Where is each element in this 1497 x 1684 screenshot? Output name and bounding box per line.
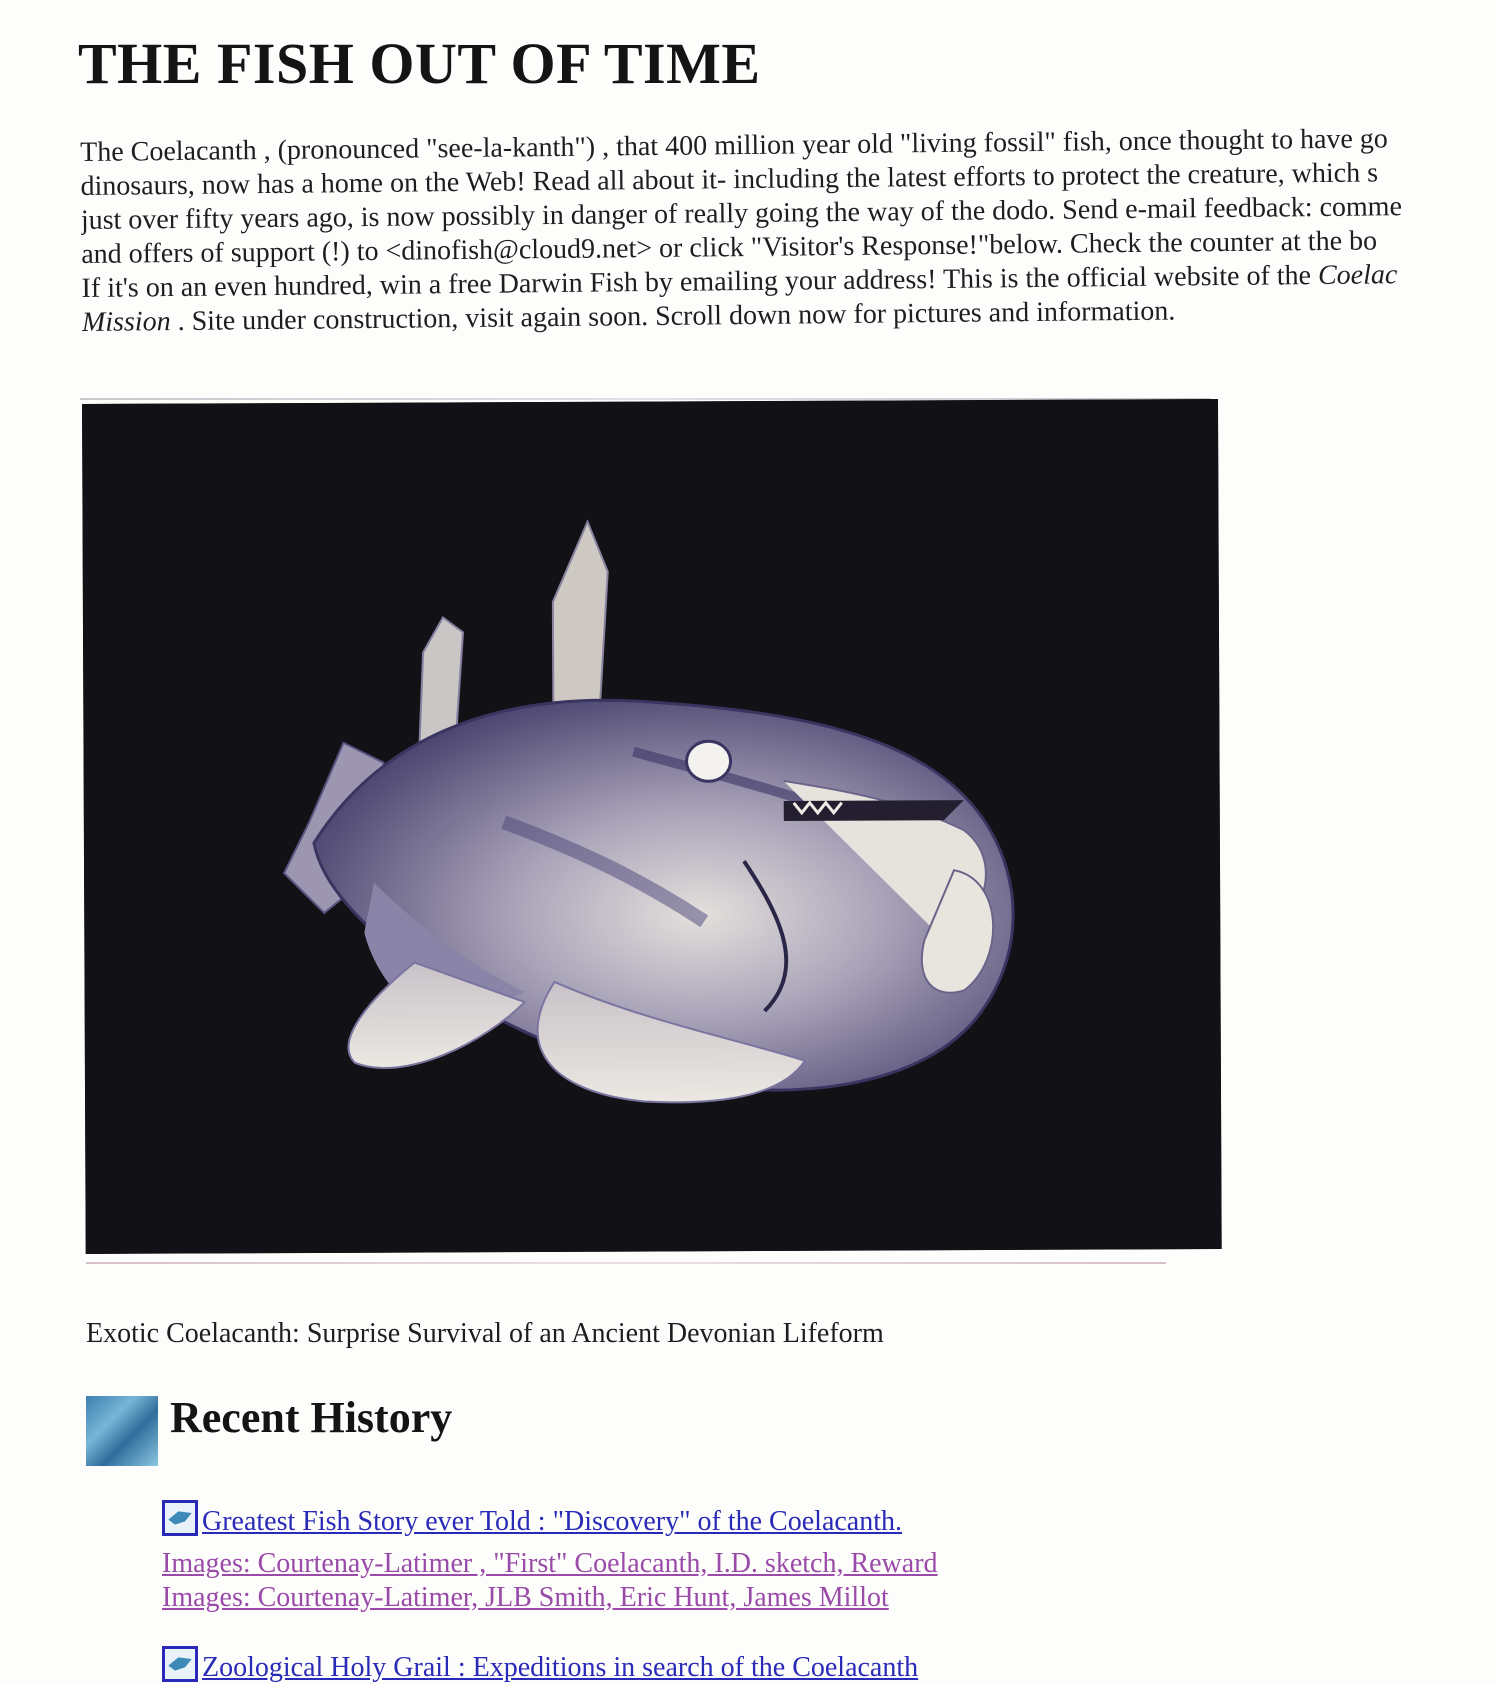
link-greatest-fish-story[interactable]: Greatest Fish Story ever Told : "Discovery" of the Coelacanth. — [202, 1506, 902, 1537]
intro-italic-mission: Mission — [81, 306, 171, 338]
intro-line-6: . Site under construction, visit again soon. Scroll down now for pictures and information. — [170, 295, 1176, 338]
link-images-people[interactable]: Images: Courtenay-Latimer, JLB Smith, Eric Hunt, James Millot — [162, 1582, 889, 1613]
coelacanth-photo — [82, 399, 1222, 1254]
intro-line-1: The Coelacanth , (pronounced "see-la-kanth") , that 400 million year old "living fossil" fish, once thought to have go — [80, 123, 1389, 168]
coelacanth-illustration — [82, 399, 1222, 1254]
page-title: THE FISH OUT OF TIME — [78, 31, 761, 96]
fish-icon-graphic — [165, 1503, 195, 1533]
link-row-images-1 — [162, 1548, 938, 1580]
intro-line-3: just over fifty years ago, is now possibly in danger of really going the way of the dodo. Send e-mail feedback: comme — [80, 191, 1403, 236]
link-row-holy-grail — [162, 1646, 918, 1684]
textured-blue-square-icon — [86, 1396, 158, 1466]
horizontal-rule-bottom — [86, 1262, 1166, 1264]
fish-icon-graphic — [165, 1649, 195, 1679]
section-heading: Recent History — [170, 1393, 453, 1442]
intro-italic-coelacanth: Coelac — [1317, 259, 1398, 292]
intro-line-5: If it's on an even hundred, win a free Darwin Fish by emailing your address! This is the official website of the — [81, 260, 1319, 304]
intro-paragraph — [80, 121, 1497, 340]
link-images-first-coelacanth[interactable]: Images: Courtenay-Latimer , "First" Coelacanth, I.D. sketch, Reward — [162, 1548, 938, 1579]
photo-caption: Exotic Coelacanth: Surprise Survival of an Ancient Devonian Lifeform — [86, 1318, 884, 1349]
intro-line-2: dinosaurs, now has a home on the Web! Read all about it- including the latest efforts to protect the creature, which s — [80, 157, 1379, 202]
intro-line-4: and offers of support (!) to <dinofish@cloud9.net> or click "Visitor's Response!"below. Check the counter at the bo — [81, 225, 1378, 270]
link-row-images-2 — [162, 1582, 889, 1614]
fish-icon[interactable] — [162, 1500, 198, 1536]
link-zoological-holy-grail[interactable]: Zoological Holy Grail : Expeditions in search of the Coelacanth — [202, 1652, 919, 1683]
link-row-greatest-fish-story — [162, 1500, 902, 1538]
